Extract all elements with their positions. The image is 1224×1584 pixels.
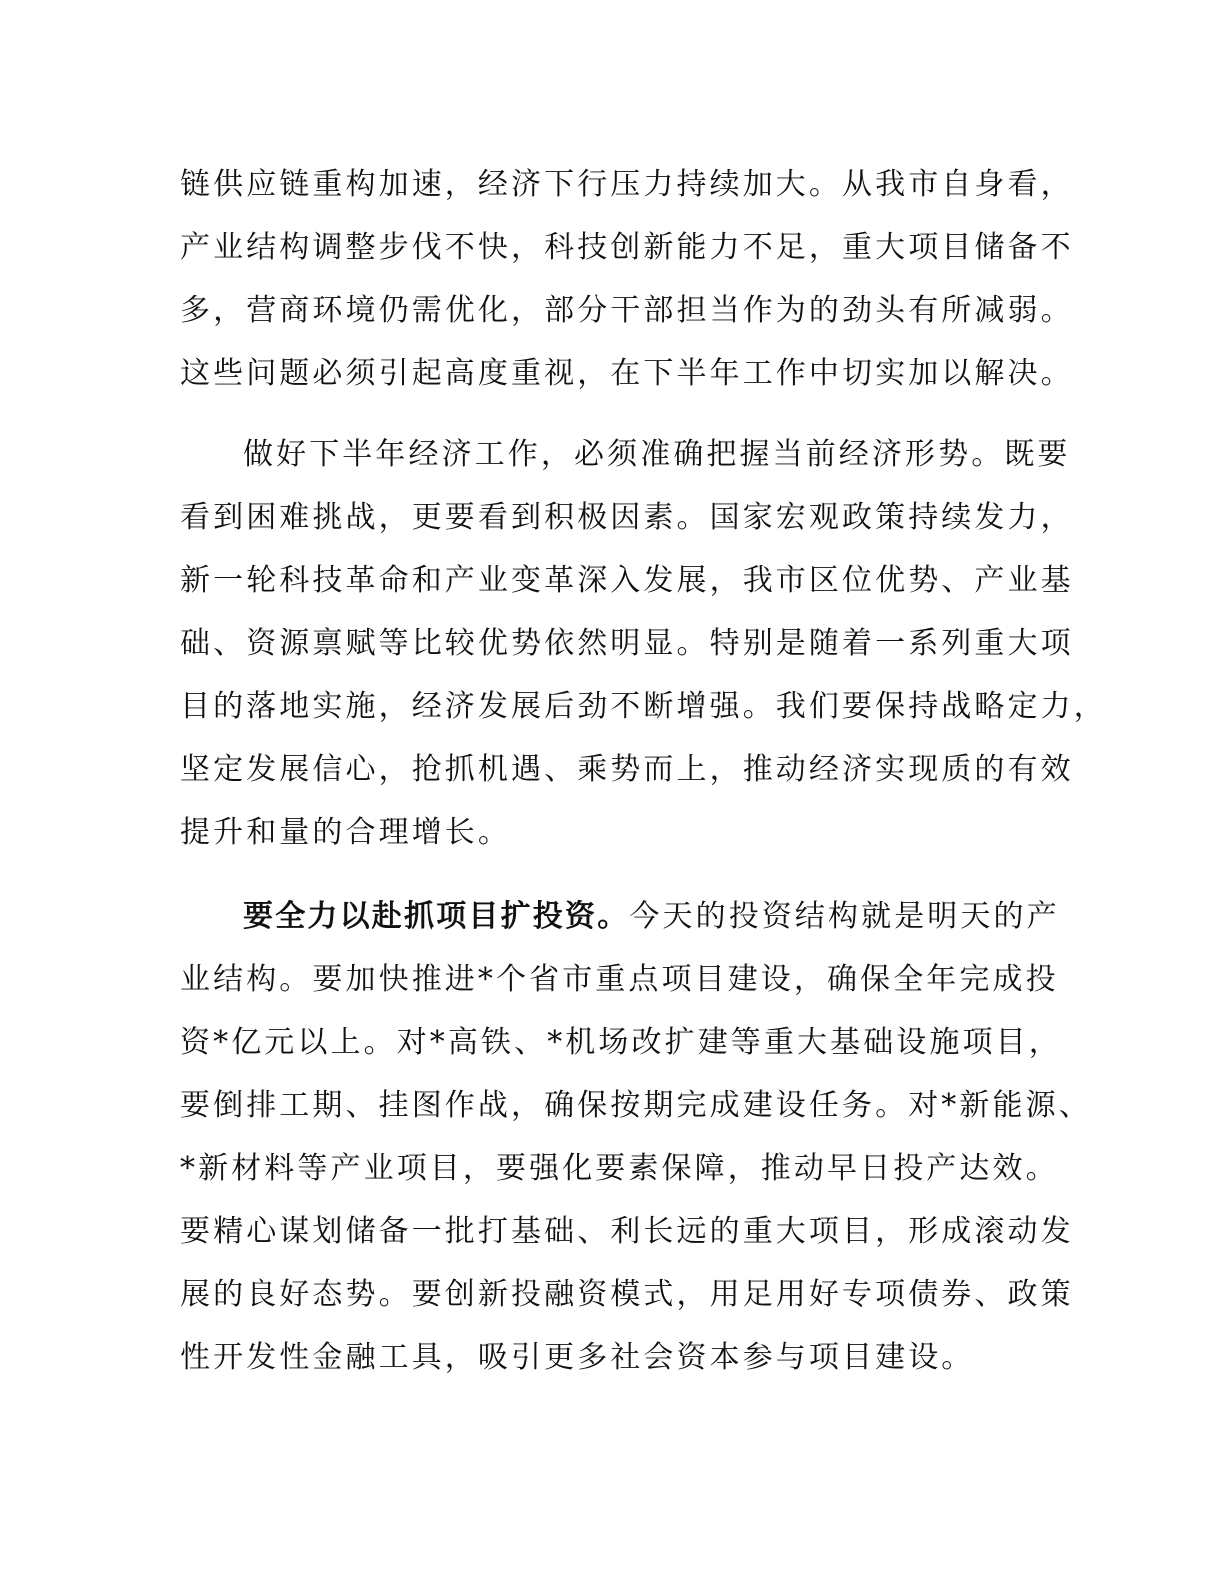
paragraph-2-line-4: 础、资源禀赋等比较优势依然明显。特别是随着一系列重大项 — [180, 626, 1074, 661]
paragraph-3-first-line-rest: 今天的投资结构就是明天的产 — [629, 899, 1060, 934]
paragraph-2-line-5: 目的落地实施，经济发展后劲不断增强。我们要保持战略定力， — [180, 689, 1107, 724]
paragraph-1-line-3: 多，营商环境仍需优化，部分干部担当作为的劲头有所减弱。 — [180, 293, 1074, 328]
paragraph-3-line-7: 展的良好态势。要创新投融资模式，用足用好专项债券、政策 — [180, 1277, 1074, 1312]
paragraph-2-line-2: 看到困难挑战，更要看到积极因素。国家宏观政策持续发力， — [180, 500, 1074, 535]
paragraph-3-line-6: 要精心谋划储备一批打基础、利长远的重大项目，形成滚动发 — [180, 1214, 1074, 1249]
paragraph-3-line-1 — [243, 897, 1060, 937]
paragraph-1-line-2: 产业结构调整步伐不快，科技创新能力不足，重大项目储备不 — [180, 230, 1074, 265]
paragraph-3-line-2: 业结构。要加快推进*个省市重点项目建设，确保全年完成投 — [180, 962, 1059, 997]
paragraph-1-line-4: 这些问题必须引起高度重视，在下半年工作中切实加以解决。 — [180, 356, 1074, 391]
paragraph-3-line-5: *新材料等产业项目，要强化要素保障，推动早日投产达效。 — [180, 1151, 1059, 1186]
paragraph-3-heading: 要全力以赴抓项目扩投资。 — [243, 899, 630, 934]
paragraph-3-line-4: 要倒排工期、挂图作战，确保按期完成建设任务。对*新能源、 — [180, 1088, 1092, 1123]
paragraph-3-line-3: 资*亿元以上。对*高铁、*机场改扩建等重大基础设施项目， — [180, 1025, 1062, 1060]
paragraph-1-line-1: 链供应链重构加速，经济下行压力持续加大。从我市自身看， — [180, 167, 1074, 202]
paragraph-2-line-1: 做好下半年经济工作，必须准确把握当前经济形势。既要 — [243, 437, 1071, 472]
paragraph-2-line-7: 提升和量的合理增长。 — [180, 815, 511, 850]
paragraph-3-line-8: 性开发性金融工具，吸引更多社会资本参与项目建设。 — [180, 1340, 975, 1375]
paragraph-2-line-3: 新一轮科技革命和产业变革深入发展，我市区位优势、产业基 — [180, 563, 1074, 598]
paragraph-2-line-6: 坚定发展信心，抢抓机遇、乘势而上，推动经济实现质的有效 — [180, 752, 1074, 787]
